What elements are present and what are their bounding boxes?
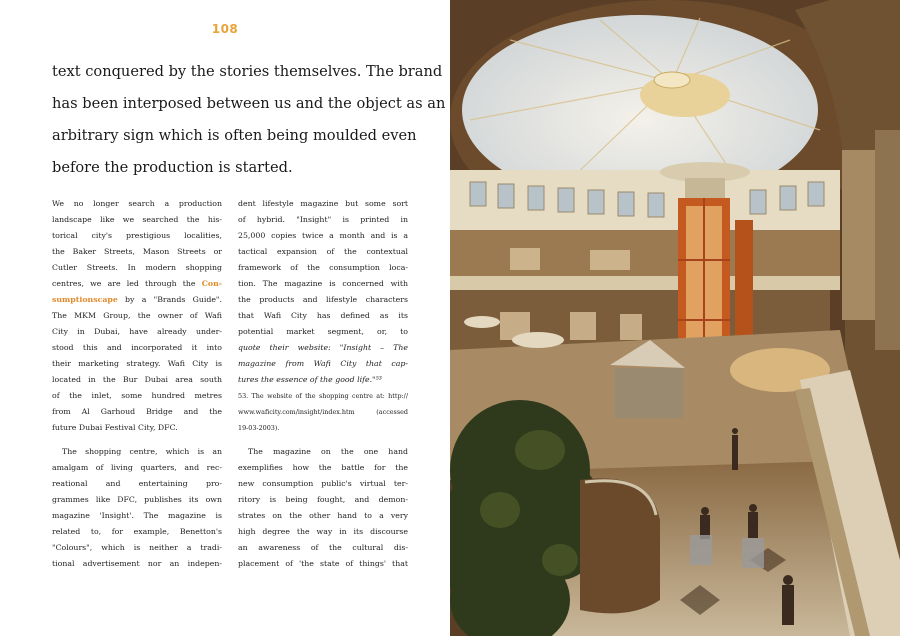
- text-line: City in Dubai, have already under-: [52, 327, 222, 336]
- text-line: [52, 292, 222, 308]
- paragraph-gap: [238, 436, 408, 444]
- mall-atrium-photo: [450, 0, 900, 636]
- dome-lantern: [654, 72, 690, 88]
- text-line: tion. The magazine is concerned with: [238, 279, 408, 288]
- text-line: located in the Bur Dubai area south: [52, 375, 222, 384]
- text-line: dent lifestyle magazine but some sort: [238, 199, 408, 208]
- balcony-rail: [450, 276, 840, 290]
- text-line: The magazine on the one hand: [248, 447, 408, 456]
- text-line: tures the essence of the good life."⁵³: [238, 375, 382, 384]
- text-line: the products and lifestyle characters: [238, 295, 408, 304]
- text-line: landscape like we searched the his-: [52, 215, 222, 224]
- text-line: reational and entertaining pro-: [52, 479, 222, 488]
- text-line: high degree the way in its discourse: [238, 527, 408, 536]
- text-fragment: by a "Brands Guide".: [117, 295, 222, 304]
- text-line: their marketing strategy. Wafi City is: [52, 359, 222, 368]
- text-line: amalgam of living quarters, and rec-: [52, 463, 222, 472]
- text-line: placement of 'the state of things' that: [238, 559, 408, 568]
- lead-paragraph: [52, 56, 446, 184]
- pillar: [875, 130, 900, 350]
- text-line: stood this and incorporated it into: [52, 343, 222, 352]
- text-line: 25,000 copies twice a month and is a: [238, 231, 408, 240]
- footnote-line: 53. The website of the shopping centre at: http://: [238, 392, 408, 400]
- text-line: magazine from Wafi City that cap-: [238, 359, 408, 368]
- page-number: 108: [211, 22, 239, 36]
- text-line: future Dubai Festival City, DFC.: [52, 423, 178, 432]
- text-line: [52, 276, 222, 292]
- text-line: Cutler Streets. In modern shopping: [52, 263, 222, 272]
- text-line: from Al Garhoud Bridge and the: [52, 407, 222, 416]
- highlight-term: Con-: [201, 279, 222, 288]
- text-line: potential market segment, or, to: [238, 327, 408, 336]
- kiosk: [615, 368, 683, 418]
- mall-atrium-illustration: [450, 0, 900, 636]
- footnote-line: www.waficity.com/insight/index.htm (accessed: [238, 408, 408, 416]
- text-line: new consumption public's virtual ter-: [238, 479, 408, 488]
- text-line: grammes like DFC, publishes its own: [52, 495, 222, 504]
- lamp-dish: [464, 316, 500, 328]
- paragraph-gap: [52, 436, 222, 444]
- highlight-term: sumptionscape: [52, 295, 118, 304]
- text-line: framework of the consumption loca-: [238, 263, 408, 272]
- footnote: [238, 388, 408, 436]
- text-line: of hybrid. "Insight" is printed in: [238, 215, 408, 224]
- text-line: strates on the other hand to a very: [238, 511, 408, 520]
- text-line: We no longer search a production: [52, 199, 222, 208]
- text-line: torical city's prestigious localities,: [52, 231, 222, 240]
- text-line: tactical expansion of the contextual: [238, 247, 408, 256]
- footnote-line: 19-03-2003).: [238, 424, 280, 432]
- text-line: ritory is being fought, and demon-: [238, 495, 408, 504]
- text-line: related to, for example, Benetton's: [52, 527, 222, 536]
- lead-line: has been interposed between us and the object as an: [52, 95, 446, 112]
- text-line: that Wafi City has defined as its: [238, 311, 408, 320]
- text-line: "Colours", which is neither a tradi-: [52, 543, 222, 552]
- text-line: exemplifies how the battle for the: [238, 463, 408, 472]
- text-line: tional advertisement nor an indepen-: [52, 559, 222, 568]
- text-line: The MKM Group, the owner of Wafi: [52, 311, 222, 320]
- body-column-right: [238, 196, 408, 572]
- text-line: the Baker Streets, Mason Streets or: [52, 247, 222, 256]
- text-line: an awareness of the cultural dis-: [238, 543, 408, 552]
- text-line: of the inlet, some hundred metres: [52, 391, 222, 400]
- body-column-left: [52, 196, 222, 572]
- text-fragment: centres, we are led through the: [52, 279, 196, 288]
- text-line: The shopping centre, which is an: [62, 447, 222, 456]
- lead-line: arbitrary sign which is often being moulded even: [52, 127, 417, 144]
- text-line: magazine 'Insight'. The magazine is: [52, 511, 222, 520]
- lead-line: text conquered by the stories themselves. The brand: [52, 63, 443, 80]
- text-line: quote their website: "Insight – The: [238, 343, 408, 352]
- lead-line: before the production is started.: [52, 159, 293, 176]
- lamp-dish: [512, 332, 564, 348]
- elevator-cap: [685, 178, 725, 200]
